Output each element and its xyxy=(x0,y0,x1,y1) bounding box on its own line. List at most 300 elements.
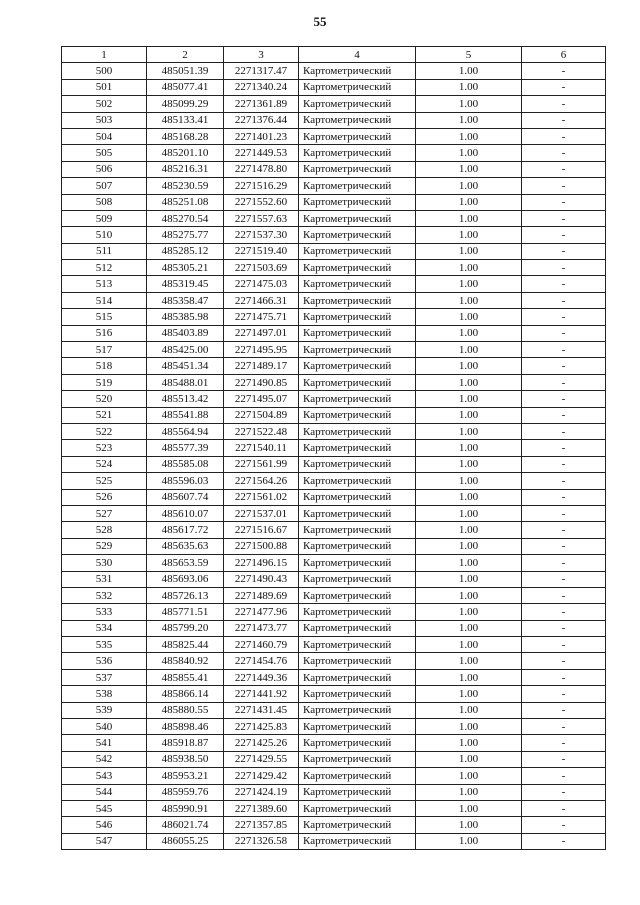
accuracy-cell: 1.00 xyxy=(416,342,522,358)
table-row xyxy=(62,538,606,554)
accuracy-cell: 1.00 xyxy=(416,292,522,308)
x-coordinate-cell: 485513.42 xyxy=(147,391,224,407)
accuracy-cell: 1.00 xyxy=(416,719,522,735)
y-coordinate-cell: 2271473.77 xyxy=(224,620,299,636)
point-number-cell: 501 xyxy=(62,79,147,95)
y-coordinate-cell: 2271429.42 xyxy=(224,768,299,784)
method-cell: Картометрический xyxy=(299,833,416,849)
point-number-cell: 527 xyxy=(62,505,147,521)
method-cell: Картометрический xyxy=(299,637,416,653)
note-cell: - xyxy=(522,391,606,407)
note-cell: - xyxy=(522,784,606,800)
table-row xyxy=(62,63,606,79)
method-cell: Картометрический xyxy=(299,391,416,407)
note-cell: - xyxy=(522,276,606,292)
point-number-cell: 531 xyxy=(62,571,147,587)
point-number-cell: 516 xyxy=(62,325,147,341)
x-coordinate-cell: 485275.77 xyxy=(147,227,224,243)
point-number-cell: 536 xyxy=(62,653,147,669)
y-coordinate-cell: 2271454.76 xyxy=(224,653,299,669)
point-number-cell: 517 xyxy=(62,342,147,358)
y-coordinate-cell: 2271504.89 xyxy=(224,407,299,423)
y-coordinate-cell: 2271340.24 xyxy=(224,79,299,95)
accuracy-cell: 1.00 xyxy=(416,112,522,128)
table-row xyxy=(62,571,606,587)
x-coordinate-cell: 485488.01 xyxy=(147,374,224,390)
method-cell: Картометрический xyxy=(299,243,416,259)
note-cell: - xyxy=(522,128,606,144)
x-coordinate-cell: 485596.03 xyxy=(147,473,224,489)
x-coordinate-cell: 485771.51 xyxy=(147,604,224,620)
y-coordinate-cell: 2271540.11 xyxy=(224,440,299,456)
point-number-cell: 534 xyxy=(62,620,147,636)
method-cell: Картометрический xyxy=(299,800,416,816)
y-coordinate-cell: 2271537.30 xyxy=(224,227,299,243)
y-coordinate-cell: 2271389.60 xyxy=(224,800,299,816)
x-coordinate-cell: 485099.29 xyxy=(147,96,224,112)
page-number: 55 xyxy=(313,14,327,29)
point-number-cell: 521 xyxy=(62,407,147,423)
x-coordinate-cell: 485990.91 xyxy=(147,800,224,816)
method-cell: Картометрический xyxy=(299,407,416,423)
point-number-cell: 538 xyxy=(62,686,147,702)
accuracy-cell: 1.00 xyxy=(416,555,522,571)
accuracy-cell: 1.00 xyxy=(416,735,522,751)
table-row xyxy=(62,407,606,423)
accuracy-cell: 1.00 xyxy=(416,473,522,489)
y-coordinate-cell: 2271516.29 xyxy=(224,178,299,194)
accuracy-cell: 1.00 xyxy=(416,817,522,833)
x-coordinate-cell: 485230.59 xyxy=(147,178,224,194)
x-coordinate-cell: 485880.55 xyxy=(147,702,224,718)
method-cell: Картометрический xyxy=(299,571,416,587)
column-header-2: 2 xyxy=(147,47,224,63)
method-cell: Картометрический xyxy=(299,768,416,784)
accuracy-cell: 1.00 xyxy=(416,522,522,538)
table-row xyxy=(62,768,606,784)
x-coordinate-cell: 485726.13 xyxy=(147,587,224,603)
accuracy-cell: 1.00 xyxy=(416,768,522,784)
y-coordinate-cell: 2271357.85 xyxy=(224,817,299,833)
method-cell: Картометрический xyxy=(299,784,416,800)
method-cell: Картометрический xyxy=(299,751,416,767)
table-row xyxy=(62,735,606,751)
accuracy-cell: 1.00 xyxy=(416,374,522,390)
y-coordinate-cell: 2271561.02 xyxy=(224,489,299,505)
table-row xyxy=(62,587,606,603)
note-cell: - xyxy=(522,637,606,653)
x-coordinate-cell: 485541.88 xyxy=(147,407,224,423)
y-coordinate-cell: 2271495.07 xyxy=(224,391,299,407)
table-row xyxy=(62,374,606,390)
note-cell: - xyxy=(522,112,606,128)
x-coordinate-cell: 485840.92 xyxy=(147,653,224,669)
note-cell: - xyxy=(522,325,606,341)
method-cell: Картометрический xyxy=(299,227,416,243)
note-cell: - xyxy=(522,96,606,112)
accuracy-cell: 1.00 xyxy=(416,489,522,505)
y-coordinate-cell: 2271449.36 xyxy=(224,669,299,685)
method-cell: Картометрический xyxy=(299,555,416,571)
point-number-cell: 514 xyxy=(62,292,147,308)
table-row xyxy=(62,800,606,816)
note-cell: - xyxy=(522,358,606,374)
method-cell: Картометрический xyxy=(299,358,416,374)
point-number-cell: 530 xyxy=(62,555,147,571)
accuracy-cell: 1.00 xyxy=(416,800,522,816)
table-row xyxy=(62,128,606,144)
table-row xyxy=(62,555,606,571)
x-coordinate-cell: 485270.54 xyxy=(147,210,224,226)
point-number-cell: 512 xyxy=(62,260,147,276)
method-cell: Картометрический xyxy=(299,653,416,669)
note-cell: - xyxy=(522,751,606,767)
y-coordinate-cell: 2271317.47 xyxy=(224,63,299,79)
point-number-cell: 540 xyxy=(62,719,147,735)
method-cell: Картометрический xyxy=(299,112,416,128)
accuracy-cell: 1.00 xyxy=(416,63,522,79)
point-number-cell: 529 xyxy=(62,538,147,554)
note-cell: - xyxy=(522,817,606,833)
y-coordinate-cell: 2271475.71 xyxy=(224,309,299,325)
y-coordinate-cell: 2271489.69 xyxy=(224,587,299,603)
table-row xyxy=(62,473,606,489)
y-coordinate-cell: 2271516.67 xyxy=(224,522,299,538)
x-coordinate-cell: 485216.31 xyxy=(147,161,224,177)
point-number-cell: 535 xyxy=(62,637,147,653)
note-cell: - xyxy=(522,735,606,751)
x-coordinate-cell: 485866.14 xyxy=(147,686,224,702)
point-number-cell: 515 xyxy=(62,309,147,325)
note-cell: - xyxy=(522,800,606,816)
method-cell: Картометрический xyxy=(299,325,416,341)
y-coordinate-cell: 2271496.15 xyxy=(224,555,299,571)
method-cell: Картометрический xyxy=(299,423,416,439)
table-row xyxy=(62,227,606,243)
point-number-cell: 528 xyxy=(62,522,147,538)
point-number-cell: 545 xyxy=(62,800,147,816)
coordinates-table xyxy=(61,46,606,850)
x-coordinate-cell: 485693.06 xyxy=(147,571,224,587)
note-cell: - xyxy=(522,571,606,587)
table-row xyxy=(62,456,606,472)
table-row xyxy=(62,243,606,259)
method-cell: Картометрический xyxy=(299,686,416,702)
accuracy-cell: 1.00 xyxy=(416,751,522,767)
method-cell: Картометрический xyxy=(299,276,416,292)
point-number-cell: 511 xyxy=(62,243,147,259)
y-coordinate-cell: 2271376.44 xyxy=(224,112,299,128)
table-row xyxy=(62,276,606,292)
accuracy-cell: 1.00 xyxy=(416,637,522,653)
accuracy-cell: 1.00 xyxy=(416,128,522,144)
x-coordinate-cell: 485918.87 xyxy=(147,735,224,751)
y-coordinate-cell: 2271401.23 xyxy=(224,128,299,144)
column-header-1: 1 xyxy=(62,47,147,63)
method-cell: Картометрический xyxy=(299,604,416,620)
method-cell: Картометрический xyxy=(299,473,416,489)
point-number-cell: 532 xyxy=(62,587,147,603)
table-row xyxy=(62,784,606,800)
y-coordinate-cell: 2271495.95 xyxy=(224,342,299,358)
y-coordinate-cell: 2271425.26 xyxy=(224,735,299,751)
y-coordinate-cell: 2271477.96 xyxy=(224,604,299,620)
accuracy-cell: 1.00 xyxy=(416,178,522,194)
x-coordinate-cell: 485898.46 xyxy=(147,719,224,735)
method-cell: Картометрический xyxy=(299,260,416,276)
note-cell: - xyxy=(522,686,606,702)
point-number-cell: 543 xyxy=(62,768,147,784)
method-cell: Картометрический xyxy=(299,505,416,521)
method-cell: Картометрический xyxy=(299,440,416,456)
y-coordinate-cell: 2271519.40 xyxy=(224,243,299,259)
accuracy-cell: 1.00 xyxy=(416,669,522,685)
accuracy-cell: 1.00 xyxy=(416,391,522,407)
table-row xyxy=(62,686,606,702)
table-row xyxy=(62,292,606,308)
table-row xyxy=(62,145,606,161)
table-row xyxy=(62,96,606,112)
x-coordinate-cell: 485305.21 xyxy=(147,260,224,276)
method-cell: Картометрический xyxy=(299,178,416,194)
method-cell: Картометрический xyxy=(299,309,416,325)
point-number-cell: 504 xyxy=(62,128,147,144)
table-row xyxy=(62,342,606,358)
x-coordinate-cell: 485585.08 xyxy=(147,456,224,472)
note-cell: - xyxy=(522,145,606,161)
y-coordinate-cell: 2271475.03 xyxy=(224,276,299,292)
point-number-cell: 519 xyxy=(62,374,147,390)
y-coordinate-cell: 2271537.01 xyxy=(224,505,299,521)
x-coordinate-cell: 485358.47 xyxy=(147,292,224,308)
table-row xyxy=(62,604,606,620)
accuracy-cell: 1.00 xyxy=(416,325,522,341)
accuracy-cell: 1.00 xyxy=(416,833,522,849)
method-cell: Картометрический xyxy=(299,456,416,472)
table-row xyxy=(62,210,606,226)
note-cell: - xyxy=(522,210,606,226)
note-cell: - xyxy=(522,833,606,849)
point-number-cell: 506 xyxy=(62,161,147,177)
accuracy-cell: 1.00 xyxy=(416,194,522,210)
accuracy-cell: 1.00 xyxy=(416,161,522,177)
point-number-cell: 539 xyxy=(62,702,147,718)
x-coordinate-cell: 485855.41 xyxy=(147,669,224,685)
note-cell: - xyxy=(522,178,606,194)
x-coordinate-cell: 485959.76 xyxy=(147,784,224,800)
table-row xyxy=(62,489,606,505)
point-number-cell: 502 xyxy=(62,96,147,112)
method-cell: Картометрический xyxy=(299,817,416,833)
x-coordinate-cell: 485577.39 xyxy=(147,440,224,456)
method-cell: Картометрический xyxy=(299,342,416,358)
accuracy-cell: 1.00 xyxy=(416,505,522,521)
method-cell: Картометрический xyxy=(299,63,416,79)
point-number-cell: 518 xyxy=(62,358,147,374)
note-cell: - xyxy=(522,161,606,177)
y-coordinate-cell: 2271425.83 xyxy=(224,719,299,735)
table-row xyxy=(62,817,606,833)
method-cell: Картометрический xyxy=(299,522,416,538)
x-coordinate-cell: 485133.41 xyxy=(147,112,224,128)
y-coordinate-cell: 2271429.55 xyxy=(224,751,299,767)
method-cell: Картометрический xyxy=(299,374,416,390)
accuracy-cell: 1.00 xyxy=(416,227,522,243)
table-row xyxy=(62,178,606,194)
y-coordinate-cell: 2271490.43 xyxy=(224,571,299,587)
point-number-cell: 508 xyxy=(62,194,147,210)
note-cell: - xyxy=(522,243,606,259)
x-coordinate-cell: 485285.12 xyxy=(147,243,224,259)
note-cell: - xyxy=(522,768,606,784)
point-number-cell: 505 xyxy=(62,145,147,161)
method-cell: Картометрический xyxy=(299,128,416,144)
accuracy-cell: 1.00 xyxy=(416,653,522,669)
x-coordinate-cell: 485564.94 xyxy=(147,423,224,439)
table-row xyxy=(62,669,606,685)
table-row xyxy=(62,79,606,95)
table-row xyxy=(62,637,606,653)
point-number-cell: 510 xyxy=(62,227,147,243)
accuracy-cell: 1.00 xyxy=(416,587,522,603)
table-row xyxy=(62,440,606,456)
note-cell: - xyxy=(522,489,606,505)
note-cell: - xyxy=(522,653,606,669)
x-coordinate-cell: 485077.41 xyxy=(147,79,224,95)
note-cell: - xyxy=(522,407,606,423)
x-coordinate-cell: 485607.74 xyxy=(147,489,224,505)
y-coordinate-cell: 2271552.60 xyxy=(224,194,299,210)
note-cell: - xyxy=(522,292,606,308)
y-coordinate-cell: 2271497.01 xyxy=(224,325,299,341)
x-coordinate-cell: 485953.21 xyxy=(147,768,224,784)
note-cell: - xyxy=(522,194,606,210)
y-coordinate-cell: 2271441.92 xyxy=(224,686,299,702)
point-number-cell: 546 xyxy=(62,817,147,833)
note-cell: - xyxy=(522,423,606,439)
table-row xyxy=(62,719,606,735)
accuracy-cell: 1.00 xyxy=(416,702,522,718)
point-number-cell: 547 xyxy=(62,833,147,849)
method-cell: Картометрический xyxy=(299,489,416,505)
table-row xyxy=(62,391,606,407)
note-cell: - xyxy=(522,702,606,718)
note-cell: - xyxy=(522,473,606,489)
x-coordinate-cell: 485319.45 xyxy=(147,276,224,292)
note-cell: - xyxy=(522,342,606,358)
accuracy-cell: 1.00 xyxy=(416,571,522,587)
x-coordinate-cell: 485938.50 xyxy=(147,751,224,767)
y-coordinate-cell: 2271424.19 xyxy=(224,784,299,800)
accuracy-cell: 1.00 xyxy=(416,620,522,636)
method-cell: Картометрический xyxy=(299,587,416,603)
x-coordinate-cell: 485385.98 xyxy=(147,309,224,325)
column-header-6: 6 xyxy=(522,47,606,63)
table-row xyxy=(62,260,606,276)
accuracy-cell: 1.00 xyxy=(416,784,522,800)
table-row xyxy=(62,309,606,325)
point-number-cell: 526 xyxy=(62,489,147,505)
accuracy-cell: 1.00 xyxy=(416,243,522,259)
y-coordinate-cell: 2271489.17 xyxy=(224,358,299,374)
method-cell: Картометрический xyxy=(299,669,416,685)
table-row xyxy=(62,505,606,521)
x-coordinate-cell: 485051.39 xyxy=(147,63,224,79)
y-coordinate-cell: 2271460.79 xyxy=(224,637,299,653)
x-coordinate-cell: 485201.10 xyxy=(147,145,224,161)
method-cell: Картометрический xyxy=(299,79,416,95)
note-cell: - xyxy=(522,227,606,243)
x-coordinate-cell: 485799.20 xyxy=(147,620,224,636)
note-cell: - xyxy=(522,505,606,521)
point-number-cell: 509 xyxy=(62,210,147,226)
method-cell: Картометрический xyxy=(299,292,416,308)
note-cell: - xyxy=(522,719,606,735)
x-coordinate-cell: 485451.34 xyxy=(147,358,224,374)
table-row xyxy=(62,653,606,669)
accuracy-cell: 1.00 xyxy=(416,79,522,95)
y-coordinate-cell: 2271564.26 xyxy=(224,473,299,489)
accuracy-cell: 1.00 xyxy=(416,407,522,423)
point-number-cell: 520 xyxy=(62,391,147,407)
accuracy-cell: 1.00 xyxy=(416,276,522,292)
table-row xyxy=(62,522,606,538)
note-cell: - xyxy=(522,260,606,276)
x-coordinate-cell: 486055.25 xyxy=(147,833,224,849)
note-cell: - xyxy=(522,604,606,620)
x-coordinate-cell: 485653.59 xyxy=(147,555,224,571)
accuracy-cell: 1.00 xyxy=(416,423,522,439)
x-coordinate-cell: 485635.63 xyxy=(147,538,224,554)
y-coordinate-cell: 2271522.48 xyxy=(224,423,299,439)
note-cell: - xyxy=(522,309,606,325)
table-row xyxy=(62,620,606,636)
point-number-cell: 537 xyxy=(62,669,147,685)
method-cell: Картометрический xyxy=(299,96,416,112)
note-cell: - xyxy=(522,522,606,538)
x-coordinate-cell: 485251.08 xyxy=(147,194,224,210)
table-row xyxy=(62,325,606,341)
y-coordinate-cell: 2271449.53 xyxy=(224,145,299,161)
y-coordinate-cell: 2271431.45 xyxy=(224,702,299,718)
point-number-cell: 544 xyxy=(62,784,147,800)
point-number-cell: 523 xyxy=(62,440,147,456)
table-row xyxy=(62,194,606,210)
point-number-cell: 533 xyxy=(62,604,147,620)
y-coordinate-cell: 2271326.58 xyxy=(224,833,299,849)
note-cell: - xyxy=(522,440,606,456)
method-cell: Картометрический xyxy=(299,161,416,177)
accuracy-cell: 1.00 xyxy=(416,96,522,112)
note-cell: - xyxy=(522,63,606,79)
table-row xyxy=(62,112,606,128)
column-header-3: 3 xyxy=(224,47,299,63)
accuracy-cell: 1.00 xyxy=(416,260,522,276)
method-cell: Картометрический xyxy=(299,145,416,161)
y-coordinate-cell: 2271557.63 xyxy=(224,210,299,226)
note-cell: - xyxy=(522,374,606,390)
point-number-cell: 507 xyxy=(62,178,147,194)
method-cell: Картометрический xyxy=(299,210,416,226)
note-cell: - xyxy=(522,555,606,571)
point-number-cell: 513 xyxy=(62,276,147,292)
table-body xyxy=(62,63,606,850)
column-header-5: 5 xyxy=(416,47,522,63)
note-cell: - xyxy=(522,538,606,554)
y-coordinate-cell: 2271466.31 xyxy=(224,292,299,308)
point-number-cell: 503 xyxy=(62,112,147,128)
accuracy-cell: 1.00 xyxy=(416,440,522,456)
